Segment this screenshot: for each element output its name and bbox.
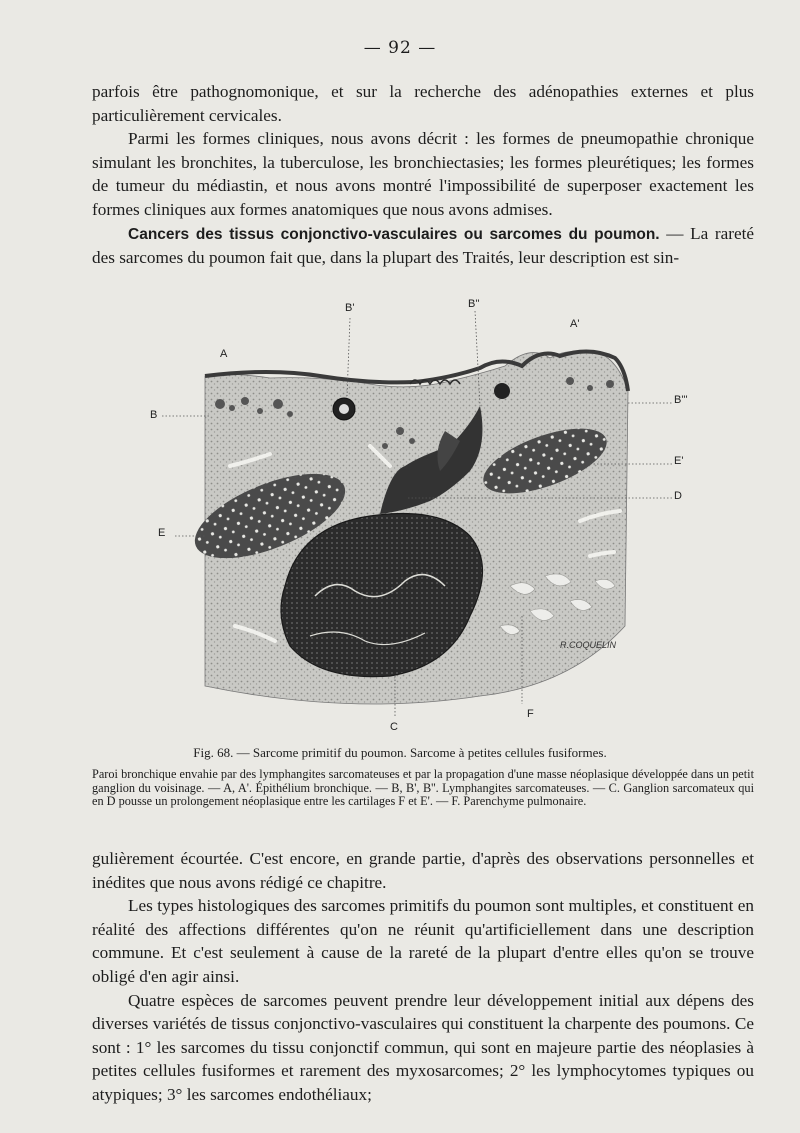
label-d: D (674, 490, 682, 502)
paragraph-clinical-forms: Parmi les formes cliniques, nous avons décrit : les formes de pneumopathie chronique simulant les bronchites, la tuberculose, les bronchiectasies; les formes pleurétiques; les formes de tumeur du médiastin, et nous avons montré l'impossibilité de superposer exactement les formes cliniques aux formes anatomiques que nous avons admises. (92, 129, 754, 219)
histology-figure (150, 296, 695, 736)
label-f: F (527, 708, 534, 720)
top-text-block (92, 80, 754, 270)
bottom-text-block (92, 847, 754, 1107)
section-heading: Cancers des tissus conjonctivo-vasculaires ou sarcomes du poumon. (128, 225, 660, 243)
label-a-prime: A' (570, 318, 580, 330)
label-b-third: B''' (674, 394, 688, 406)
paragraph-histological-types: Les types histologiques des sarcomes primitifs du poumon sont multiples, et constituent en réalité des affections différentes qu'on ne réunit qu'artificiellement dans une description commune. Et c'est seulement à cause de la rareté de la plupart d'entre elles qu'on se trouve obligé d'en agir ainsi. (92, 896, 754, 986)
section-heading-continuation: — La rareté des sarcomes du poumon fait que, dans la plupart des Traités, leur description est sin- (92, 223, 754, 268)
label-e-prime: E' (674, 455, 684, 467)
label-b: B (150, 409, 158, 421)
histology-illustration (150, 296, 695, 736)
label-a: A (220, 348, 228, 360)
paragraph-continuation-bottom: gulièrement écourtée. C'est encore, en grande partie, d'après des observations personnelles et inédites que nous avons rédigé ce chapitre. (92, 849, 754, 892)
illustrator-signature: R.COQUELIN (560, 640, 617, 650)
paragraph-sarcomas-heading (92, 222, 754, 270)
page-number: — 92 — (363, 38, 437, 58)
label-e: E (158, 527, 166, 539)
label-b-prime: B' (345, 302, 355, 314)
paragraph-four-species: Quatre espèces de sarcomes peuvent prendre leur développement initial aux dépens des diverses variétés de tissus conjonctivo-vasculaires qui constituent la charpente des poumons. Ce sont : 1° les sarcomes du tissu conjonctif commun, qui sont en majeure partie des néoplasies à petites cellules fusiformes et rarement des myxosarcomes; 2° les lymphocytomes typiques ou atypiques; 3° les sarcomes endothéliaux; (92, 990, 754, 1104)
paragraph-continuation: parfois être pathognomonique, et sur la recherche des adénopathies externes et plus particulièrement cervicales. (92, 82, 754, 125)
label-b-second: B'' (468, 298, 480, 310)
label-c: C (390, 721, 398, 733)
figure-caption-title: Fig. 68. — Sarcome primitif du poumon. Sarcome à petites cellules fusiformes. (193, 745, 607, 760)
figure-caption-body: Paroi bronchique envahie par des lymphangites sarcomateuses et par la propagation d'une masse néoplasique développée dans un petit ganglion du voisinage. — A, A'. Épithélium bronchique. — B, B', B''. Lymphangites sarcomateuses. — C. Ganglion sarcomateux qui en D pousse un prolongement néoplasique entre les cartilages F et E'. — F. Parenchyme pulmonaire. (92, 767, 754, 809)
